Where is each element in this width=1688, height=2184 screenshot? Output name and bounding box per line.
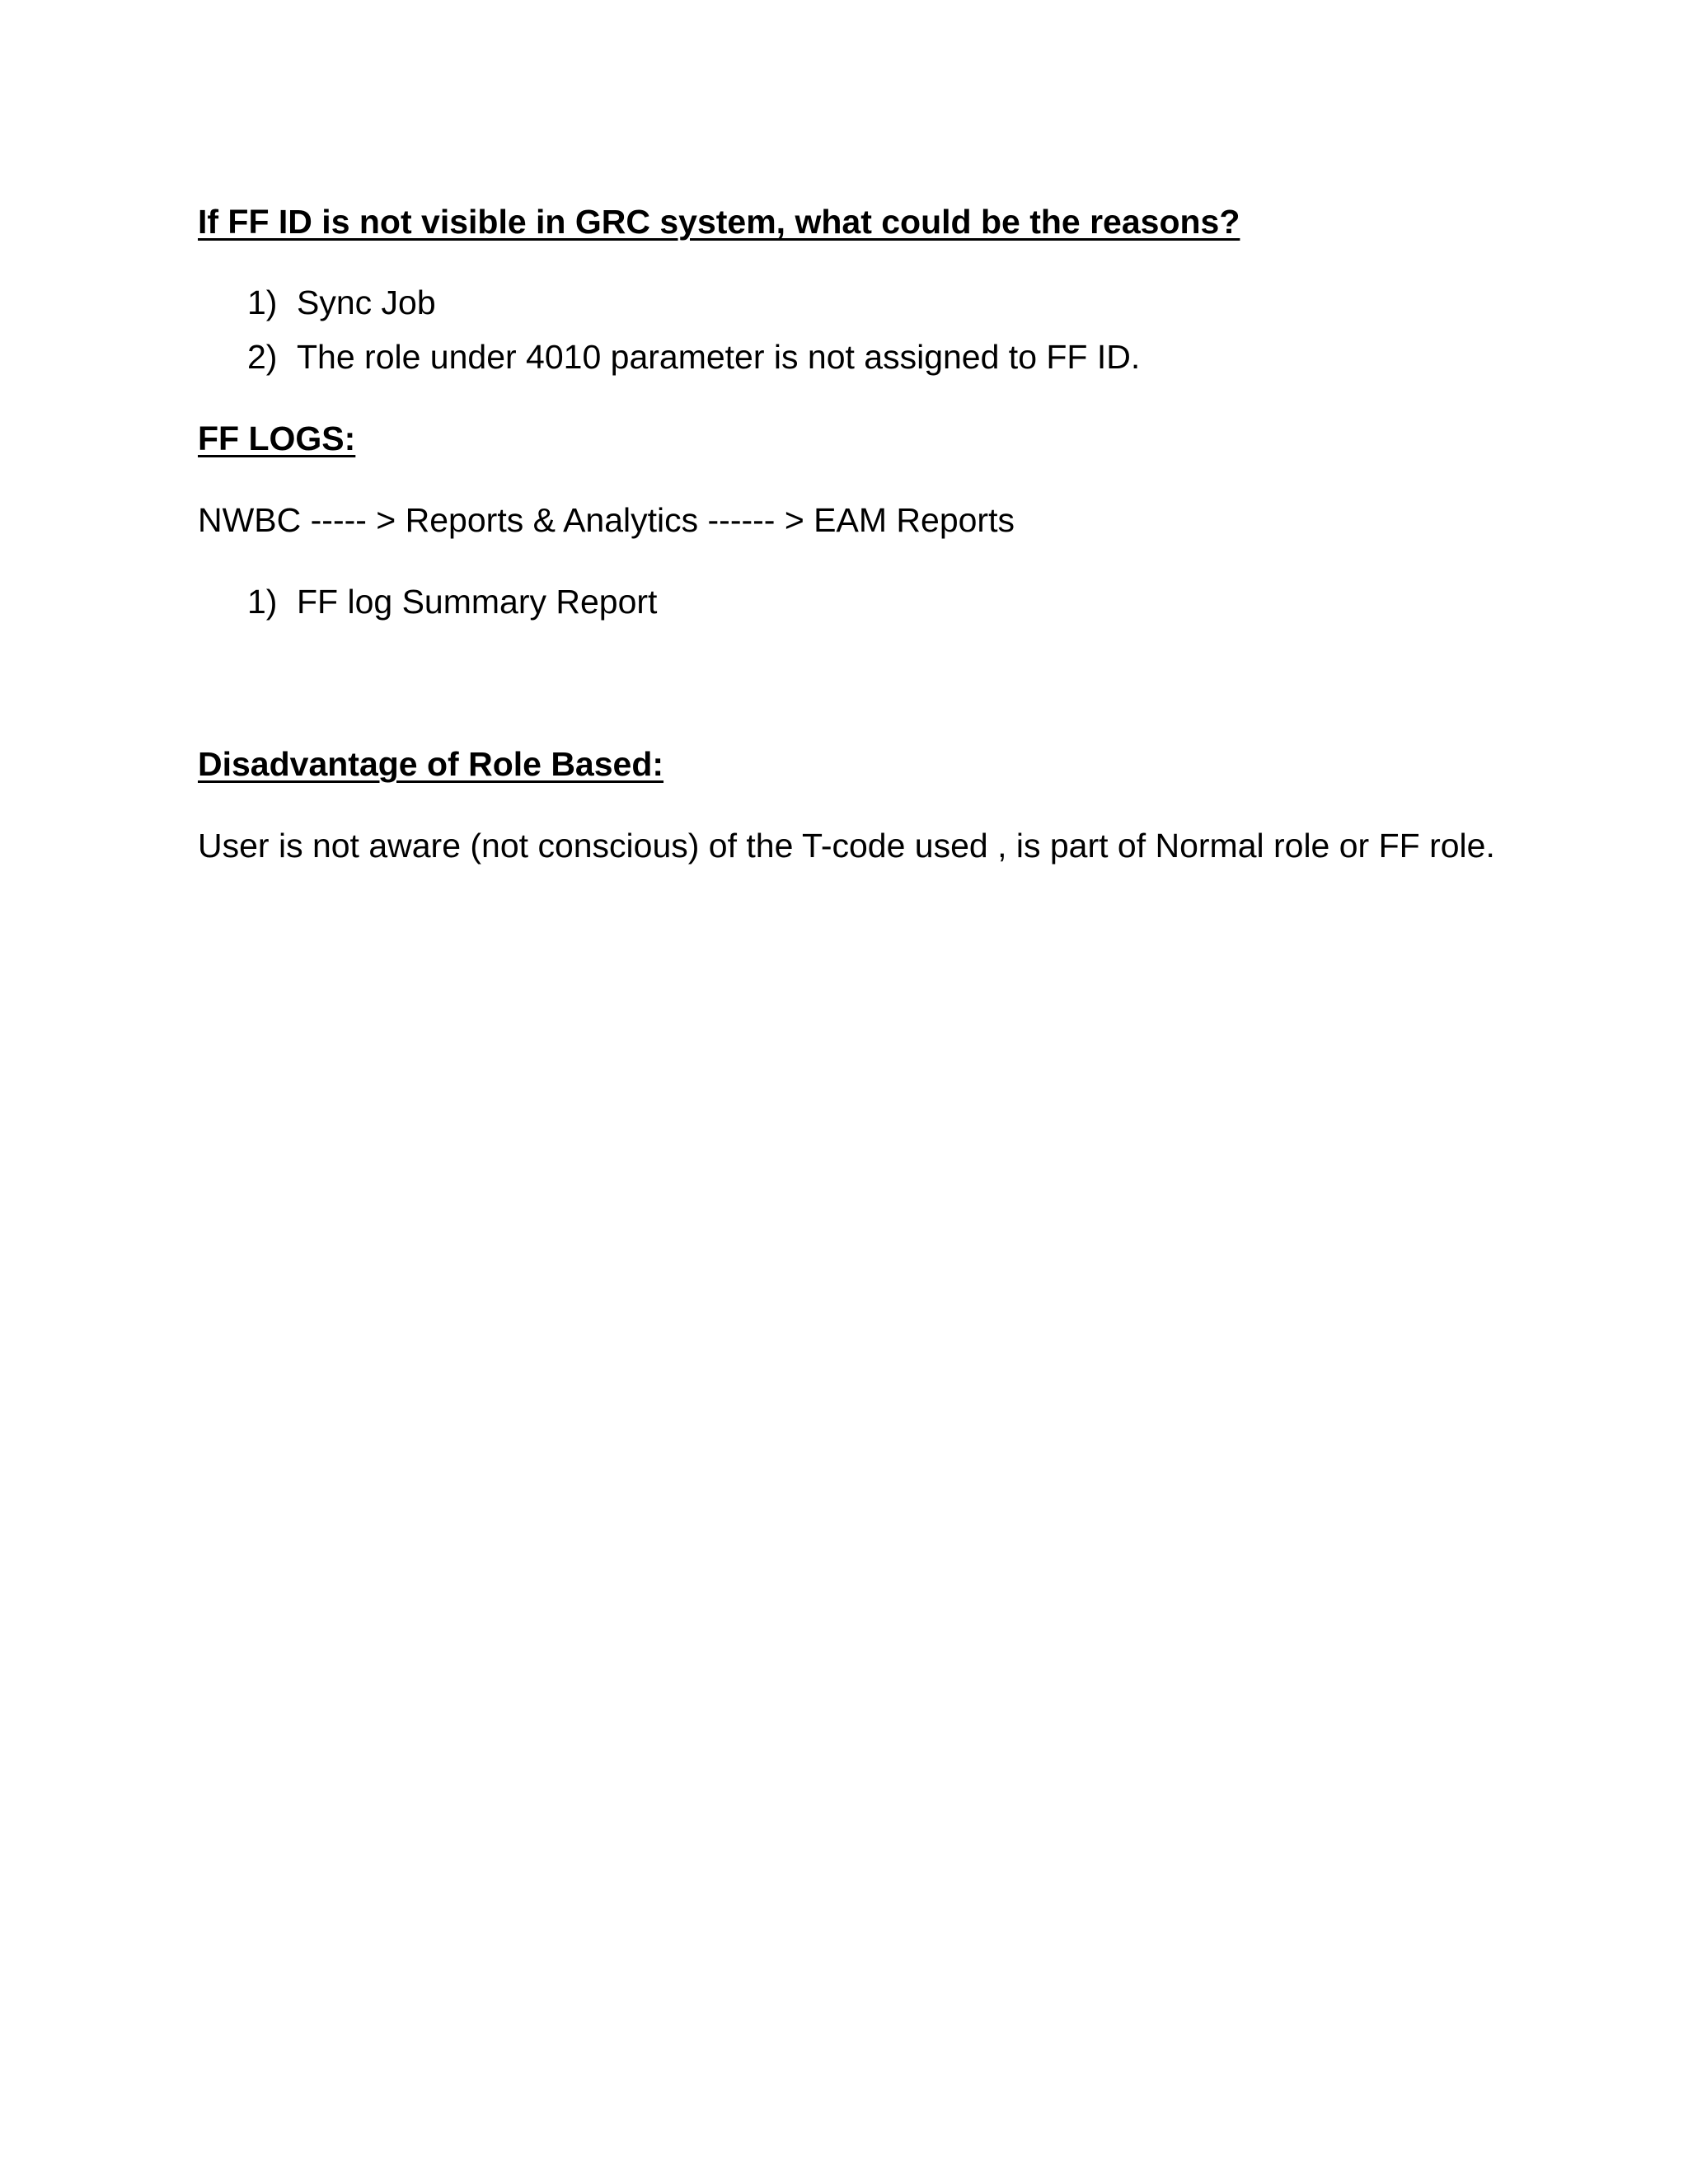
spacer — [198, 466, 1500, 493]
spacer — [198, 547, 1500, 574]
document-content — [198, 194, 1500, 873]
list-item — [198, 330, 1500, 384]
reasons-list — [198, 275, 1500, 384]
list-item-text: FF log Summary Report — [297, 583, 658, 621]
list-item-text: The role under 4010 parameter is not assigned to FF ID. — [297, 338, 1141, 376]
section-heading-ff-id-visibility: If FF ID is not visible in GRC system, what could be the reasons? — [198, 203, 1240, 241]
list-item — [198, 574, 1500, 629]
list-item-text: Sync Job — [297, 284, 436, 321]
spacer — [198, 629, 1500, 737]
list-number: 2) — [247, 338, 278, 376]
list-item — [198, 275, 1500, 330]
spacer — [198, 791, 1500, 818]
ff-logs-list — [198, 574, 1500, 629]
disadvantage-body: User is not aware (not conscious) of the T-code used , is part of Normal role or FF role. — [198, 827, 1495, 865]
spacer — [198, 249, 1500, 275]
list-number: 1) — [247, 284, 278, 321]
navigation-path: NWBC ----- > Reports & Analytics ------ > EAM Reports — [198, 501, 1015, 539]
section-heading-ff-logs: FF LOGS: — [198, 419, 356, 457]
section-heading-role-based-disadvantage: Disadvantage of Role Based: — [198, 745, 664, 783]
spacer — [198, 384, 1500, 411]
list-number: 1) — [247, 583, 278, 621]
